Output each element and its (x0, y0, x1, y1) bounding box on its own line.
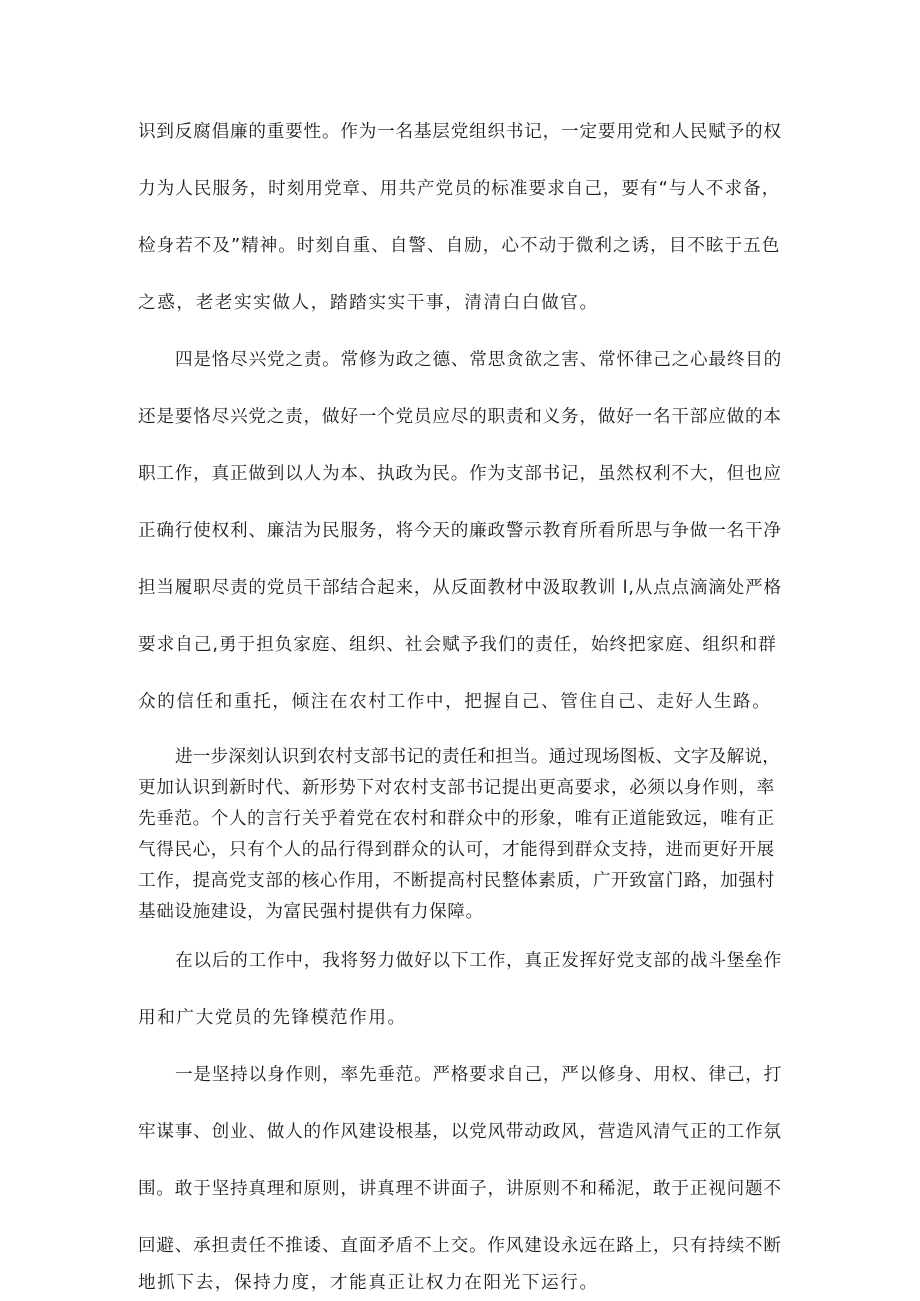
text-line: 正确行使权利、廉洁为民服务，将今天的廉政警示教育所看所思与争做一名干净 (138, 521, 782, 541)
text-line: 地抓下去，保持力度，才能真正让权力在阳光下运行。 (138, 1273, 599, 1293)
text-line: 检身若不及”精神。时刻自重、自警、自励，心不动于微利之诱，目不眩于五色 (138, 236, 781, 256)
text-line: 基础设施建设，为富民强村提供有力保障。 (138, 902, 484, 922)
text-line: 用和广大党员的先锋模范作用。 (138, 1008, 407, 1028)
text-line: 还是要恪尽兴党之责，做好一个党员应尽的职责和义务，做好一名干部应做的本 (138, 407, 782, 427)
text-line: 要求自己,勇于担负家庭、组织、社会赋予我们的责任，始终把家庭、组织和群 (138, 635, 777, 655)
text-line: 识到反腐倡廉的重要性。作为一名基层党组织书记，一定要用党和人民赋予的权 (138, 122, 782, 142)
text-line: 一是坚持以身作则，率先垂范。严格要求自己，严以修身、用权、律己，打 (175, 1065, 782, 1085)
text-line: 之惑，老老实实做人，踏踏实实干事，清清白白做官。 (138, 293, 599, 313)
text-line: 职工作，真正做到以人为本、执政为民。作为支部书记，虽然权利不大，但也应 (138, 464, 782, 484)
text-line: 力为人民服务，时刻用党章、用共产党员的标准要求自己，要有“与人不求备， (138, 179, 781, 199)
text-line: 工作，提高党支部的核心作用，不断提高村民整体素质，广开致富门路，加强村 (138, 871, 775, 891)
text-line: 众的信任和重托，倾注在农村工作中，把握自己、管住自己、走好人生路。 (138, 692, 772, 712)
text-line: 担当履职尽责的党员干部结合起来，从反面教材中汲取教训 l,从点点滴滴处严格 (138, 578, 782, 598)
text-line: 先垂范。个人的言行关乎着党在农村和群众中的形象，唯有正道能致远，唯有正 (138, 809, 775, 829)
text-line: 牢谋事、创业、做人的作风建设根基，以党风带动政风，营造风清气正的工作氛 (138, 1122, 782, 1142)
text-line: 气得民心，只有个人的品行得到群众的认可，才能得到群众支持，进而更好开展 (138, 840, 775, 860)
text-line: 围。敢于坚持真理和原则，讲真理不讲面子，讲原则不和稀泥，敢于正视问题不 (138, 1179, 782, 1199)
text-line: 四是恪尽兴党之责。常修为政之德、常思贪欲之害、常怀律己之心最终目的 (175, 350, 782, 370)
text-line: 进一步深刻认识到农村支部书记的责任和担当。通过现场图板、文字及解说， (175, 747, 780, 767)
text-line: 在以后的工作中，我将努力做好以下工作，真正发挥好党支部的战斗堡垒作 (175, 951, 782, 971)
text-line: 回避、承担责任不推诿、直面矛盾不上交。作风建设永远在路上，只有持续不断 (138, 1236, 782, 1256)
text-line: 更加认识到新时代、新形势下对农村支部书记提出更高要求，必须以身作则，率 (138, 778, 775, 798)
